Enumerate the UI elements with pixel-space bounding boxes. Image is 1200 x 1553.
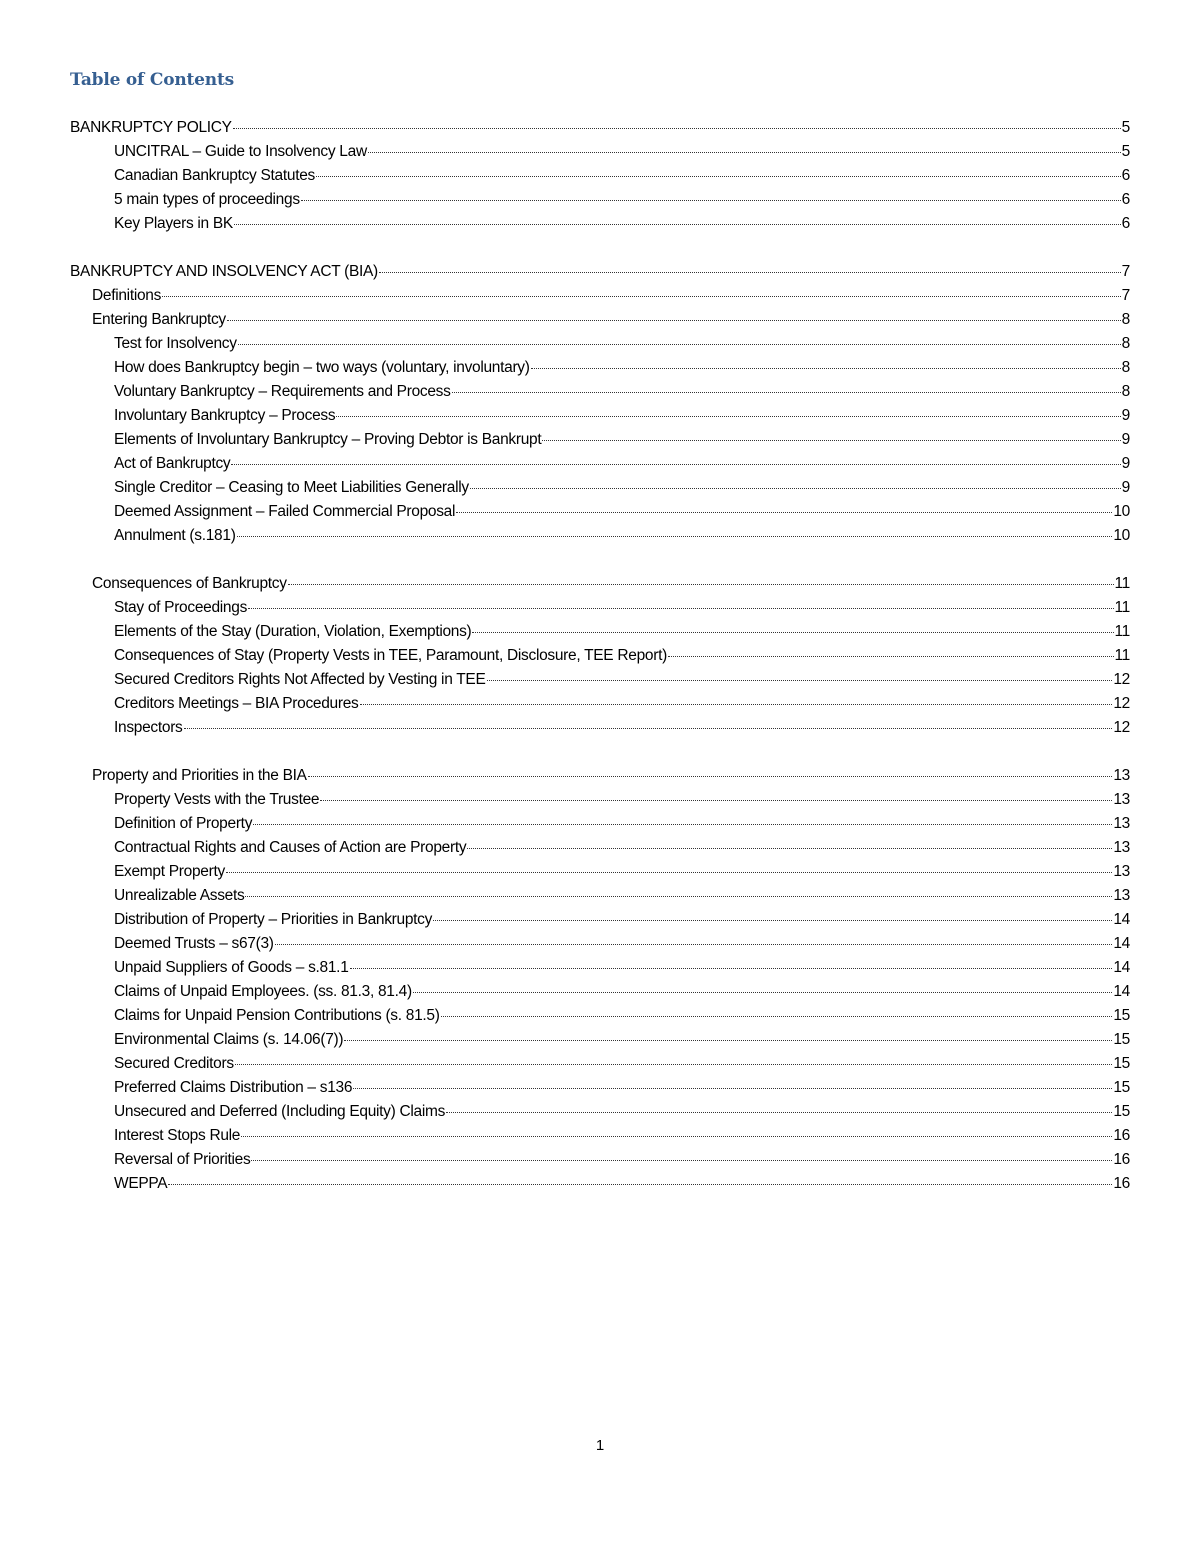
toc-entry-page-number: 15: [1113, 1007, 1130, 1024]
dot-leader: [234, 209, 1121, 225]
dot-leader: [168, 1169, 1112, 1185]
toc-entry-page-number: 13: [1113, 767, 1130, 784]
toc-entry-title: Environmental Claims (s. 14.06(7)): [114, 1031, 344, 1048]
toc-entry-title: Key Players in BK: [114, 215, 233, 232]
toc-entry-page-number: 10: [1113, 527, 1130, 544]
dot-leader: [456, 497, 1112, 513]
toc-entry-page-number: 14: [1113, 959, 1130, 976]
toc-entry-page-number: 11: [1114, 575, 1130, 592]
toc-entry-title: Unrealizable Assets: [114, 887, 245, 904]
dot-leader: [441, 1001, 1113, 1017]
toc-entry-page-number: 8: [1121, 383, 1130, 400]
toc-entry-page-number: 12: [1113, 719, 1130, 736]
page-number: 1: [595, 1437, 605, 1454]
toc-entry-page-number: 13: [1113, 815, 1130, 832]
toc-entry-page-number: 8: [1121, 311, 1130, 328]
toc-entry-page-number: 12: [1113, 695, 1130, 712]
toc-entry-page-number: 14: [1113, 911, 1130, 928]
dot-leader: [275, 929, 1113, 945]
dot-leader: [446, 1097, 1112, 1113]
dot-leader: [433, 905, 1112, 921]
dot-leader: [184, 713, 1113, 729]
toc-entry-title: Claims for Unpaid Pension Contributions (s. 81.5): [114, 1007, 440, 1024]
dot-leader: [344, 1025, 1112, 1041]
toc-entry-page-number: 9: [1121, 479, 1130, 496]
toc-entry-title: Unsecured and Deferred (Including Equity) Claims: [114, 1103, 446, 1120]
toc-list: [70, 116, 1130, 1196]
dot-leader: [231, 449, 1120, 465]
dot-leader: [350, 953, 1113, 969]
dot-leader: [531, 353, 1121, 369]
toc-entry-title: Canadian Bankruptcy Statutes: [114, 167, 315, 184]
toc-entry-title: BANKRUPTCY AND INSOLVENCY ACT (BIA): [70, 263, 378, 280]
dot-leader: [316, 161, 1121, 177]
dot-leader: [162, 281, 1121, 297]
dot-leader: [452, 377, 1121, 393]
toc-entry-page-number: 16: [1113, 1151, 1130, 1168]
toc-entry-title: Deemed Assignment – Failed Commercial Proposal: [114, 503, 456, 520]
toc-entry-page-number: 15: [1113, 1055, 1130, 1072]
toc-entry-page-number: 6: [1121, 167, 1130, 184]
dot-leader: [308, 761, 1113, 777]
dot-leader: [248, 593, 1113, 609]
toc-entry-page-number: 14: [1113, 935, 1130, 952]
toc-entry-title: Reversal of Priorities: [114, 1151, 251, 1168]
toc-entry-title: Preferred Claims Distribution – s136: [114, 1079, 353, 1096]
toc-entry-title: Secured Creditors: [114, 1055, 234, 1072]
toc-entry-page-number: 15: [1113, 1031, 1130, 1048]
toc-entry-title: Property Vests with the Trustee: [114, 791, 320, 808]
toc-entry-title: UNCITRAL – Guide to Insolvency Law: [114, 143, 367, 160]
toc-entry-title: Exempt Property: [114, 863, 225, 880]
dot-leader: [235, 1049, 1113, 1065]
dot-leader: [353, 1073, 1112, 1089]
dot-leader: [336, 401, 1120, 417]
toc-entry-page-number: 15: [1113, 1103, 1130, 1120]
toc-entry-page-number: 16: [1113, 1127, 1130, 1144]
toc-entry-title: WEPPA: [114, 1175, 168, 1192]
toc-entry-title: Definition of Property: [114, 815, 253, 832]
toc-entry-page-number: 9: [1121, 431, 1130, 448]
toc-entry-page-number: 15: [1113, 1079, 1130, 1096]
toc-entry-page-number: 9: [1121, 455, 1130, 472]
dot-leader: [288, 569, 1114, 585]
toc-title: Table of Contents: [70, 70, 234, 90]
dot-leader: [368, 137, 1121, 153]
toc-entry-page-number: 6: [1121, 191, 1130, 208]
dot-leader: [472, 617, 1113, 633]
toc-entry-title: Inspectors: [114, 719, 183, 736]
dot-leader: [379, 257, 1121, 273]
toc-entry-title: Creditors Meetings – BIA Procedures: [114, 695, 359, 712]
toc-entry-title: Voluntary Bankruptcy – Requirements and Process: [114, 383, 451, 400]
toc-entry-page-number: 8: [1121, 359, 1130, 376]
toc-entry-page-number: 6: [1121, 215, 1130, 232]
dot-leader: [360, 689, 1113, 705]
toc-entry-page-number: 14: [1113, 983, 1130, 1000]
toc-entry-title: Single Creditor – Ceasing to Meet Liabilities Generally: [114, 479, 469, 496]
toc-entry-title: Elements of Involuntary Bankruptcy – Proving Debtor is Bankrupt: [114, 431, 542, 448]
dot-leader: [301, 185, 1121, 201]
dot-leader: [487, 665, 1113, 681]
dot-leader: [413, 977, 1113, 993]
toc-entry-title: Annulment (s.181): [114, 527, 236, 544]
toc-entry-title: How does Bankruptcy begin – two ways (voluntary, involuntary): [114, 359, 530, 376]
toc-entry[interactable]: [70, 524, 1130, 548]
toc-entry-title: Interest Stops Rule: [114, 1127, 241, 1144]
dot-leader: [227, 305, 1121, 321]
toc-entry-page-number: 11: [1114, 623, 1130, 640]
dot-leader: [226, 857, 1112, 873]
toc-entry-page-number: 7: [1121, 263, 1130, 280]
dot-leader: [253, 809, 1112, 825]
toc-entry-page-number: 12: [1113, 671, 1130, 688]
toc-entry-page-number: 9: [1121, 407, 1130, 424]
toc-entry-title: Involuntary Bankruptcy – Process: [114, 407, 336, 424]
toc-entry-title: Deemed Trusts – s67(3): [114, 935, 274, 952]
dot-leader: [470, 473, 1121, 489]
toc-entry-title: Test for Insolvency: [114, 335, 237, 352]
toc-entry-title: Consequences of Bankruptcy: [92, 575, 287, 592]
toc-entry-page-number: 13: [1113, 839, 1130, 856]
toc-entry-page-number: 16: [1113, 1175, 1130, 1192]
dot-leader: [320, 785, 1112, 801]
dot-leader: [233, 113, 1121, 129]
toc-entry-page-number: 7: [1121, 287, 1130, 304]
toc-entry-page-number: 5: [1121, 143, 1130, 160]
dot-leader: [467, 833, 1112, 849]
toc-entry[interactable]: [70, 716, 1130, 740]
toc-entry-page-number: 8: [1121, 335, 1130, 352]
toc-entry-title: Property and Priorities in the BIA: [92, 767, 307, 784]
dot-leader: [237, 521, 1113, 537]
toc-entry-title: Definitions: [92, 287, 162, 304]
toc-entry-title: 5 main types of proceedings: [114, 191, 300, 208]
toc-entry-page-number: 13: [1113, 791, 1130, 808]
toc-entry-page-number: 13: [1113, 863, 1130, 880]
toc-entry-title: Secured Creditors Rights Not Affected by Vesting in TEE: [114, 671, 486, 688]
dot-leader: [251, 1145, 1112, 1161]
toc-entry-title: Entering Bankruptcy: [92, 311, 226, 328]
toc-entry-title: Claims of Unpaid Employees. (ss. 81.3, 81.4): [114, 983, 412, 1000]
toc-entry-page-number: 13: [1113, 887, 1130, 904]
toc-entry-title: Unpaid Suppliers of Goods – s.81.1: [114, 959, 349, 976]
toc-entry-page-number: 10: [1113, 503, 1130, 520]
dot-leader: [241, 1121, 1112, 1137]
toc-entry-page-number: 11: [1114, 647, 1130, 664]
dot-leader: [542, 425, 1120, 441]
toc-entry-title: Elements of the Stay (Duration, Violation, Exemptions): [114, 623, 472, 640]
toc-entry[interactable]: [70, 212, 1130, 236]
toc-entry-title: Stay of Proceedings: [114, 599, 248, 616]
toc-entry-page-number: 11: [1114, 599, 1130, 616]
toc-entry-title: Act of Bankruptcy: [114, 455, 231, 472]
toc-entry-page-number: 5: [1121, 119, 1130, 136]
toc-entry-title: Distribution of Property – Priorities in Bankruptcy: [114, 911, 433, 928]
toc-entry-title: BANKRUPTCY POLICY: [70, 119, 232, 136]
toc-entry-title: Contractual Rights and Causes of Action are Property: [114, 839, 467, 856]
dot-leader: [245, 881, 1112, 897]
dot-leader: [238, 329, 1121, 345]
toc-entry-title: Consequences of Stay (Property Vests in TEE, Paramount, Disclosure, TEE Report): [114, 647, 667, 664]
dot-leader: [668, 641, 1114, 657]
toc-entry[interactable]: [70, 1172, 1130, 1196]
